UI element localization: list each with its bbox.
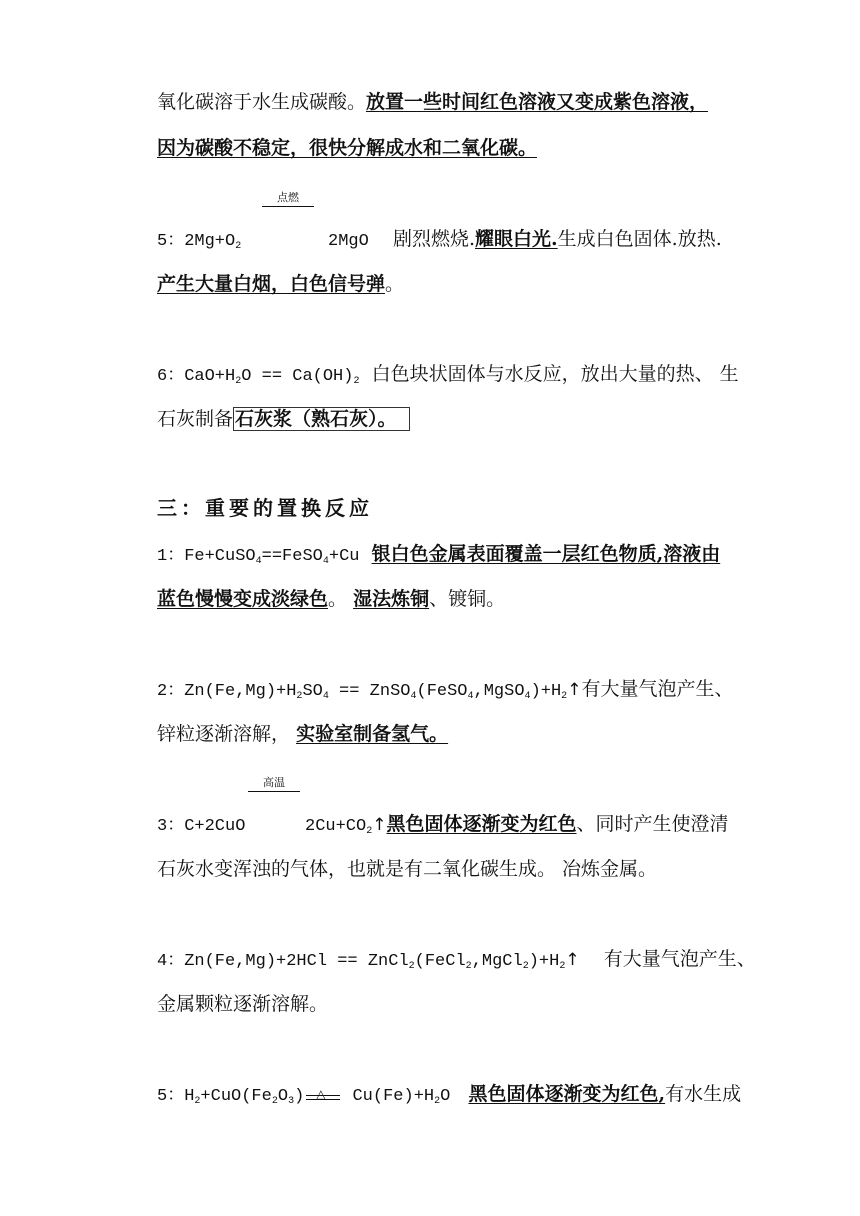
condition-label: 点燃 [277,191,299,204]
reaction-line [157,542,720,569]
item-number: 1： [157,547,185,566]
section-heading: 三：重要的置换反应 [157,496,373,520]
text-line [157,587,505,611]
reaction-line-rhs [328,227,722,254]
text: 。 [385,273,405,295]
formula-rhs: 2MgO [328,232,369,251]
text: 生成白色固体.放热. [557,228,722,250]
underlined-text: 因为碳酸不稳定，很快分解成水和二氧化碳。 [157,137,538,159]
reaction-line [157,227,241,254]
text-line [157,407,410,431]
text: 石灰制备 [157,408,234,430]
boxed-text: 石灰浆（熟石灰）。 [233,407,410,431]
text: 、同时产生使澄清 [576,813,729,835]
formula: $H_2+CuO(Fe_2O_3)$ [184,1087,305,1107]
reaction-line [157,677,733,704]
text: 、镀铜。 [429,588,506,610]
gas-arrow-icon: ↑ [372,815,387,835]
heating-condition [304,1084,342,1106]
text: 剧烈燃烧. [392,228,476,250]
reaction-line-rhs [305,812,729,839]
text: 锌粒逐渐溶解， [157,723,291,745]
equals-bar [248,791,300,792]
reaction-line [157,812,245,839]
text-line [157,136,537,160]
text: 白色块状固体与水反应，放出大量的热、 生 [371,363,739,385]
heat-triangle-icon: △ [316,1087,326,1101]
text: 有水生成 [665,1083,742,1105]
item-number: 6： [157,367,185,386]
underlined-text: 黑色固体逐渐变为红色 [386,813,577,835]
item-number: 2： [157,682,185,701]
text-line [157,272,404,296]
item-number: 5： [157,232,185,251]
underlined-text: 银白色金属表面覆盖一层红色物质,溶液由 [371,543,721,565]
underlined-text: 耀眼白光. [475,228,558,250]
formula: Fe+CuSO$_4$==FeSO$_4$+Cu [184,547,360,567]
underlined-text: 蓝色慢慢变成淡绿色 [157,588,329,610]
gas-arrow-icon: ↑ [565,950,580,970]
text: 氧化碳溶于水生成碳酸。 [157,91,367,113]
condition-label: 高温 [263,776,285,789]
text-line [157,90,708,114]
item-number: 4： [157,952,185,971]
text: 有大量气泡产生、 [603,948,756,970]
text-line [157,722,448,746]
gas-arrow-icon: ↑ [567,680,582,700]
reaction-line [157,362,739,389]
item-number: 3： [157,817,185,836]
text-line: 石灰水变浑浊的气体，也就是有二氧化碳生成。 冶炼金属。 [157,858,658,880]
underlined-text: 实验室制备氢气。 [296,723,449,745]
formula-rhs: $2Cu+CO_2$ [305,817,373,837]
formula: $Zn(Fe,Mg)+2HCl == ZnCl_2(FeCl_2,MgCl_2)+H_2$ [184,952,566,972]
reaction-line [157,947,756,974]
item-number: 5： [157,1087,185,1106]
underlined-text: 放置一些时间红色溶液又变成紫色溶液， [366,91,709,113]
text: 有大量气泡产生、 [581,678,734,700]
underlined-text: 产生大量白烟，白色信号弹 [157,273,386,295]
formula: $Zn(Fe,Mg)+H_2SO_4$ == $ZnSO_4(FeSO_4,MgSO_4)+H_2$ [184,682,568,702]
equals-bar [262,206,314,207]
text-line: 金属颗粒逐渐溶解。 [157,993,329,1015]
underlined-text: 黑色固体逐渐变为红色, [468,1083,666,1105]
reaction-line [157,1082,741,1109]
underlined-text: 湿法炼铜 [353,588,430,610]
formula-rhs: $Cu(Fe)+H_2O$ [342,1087,451,1107]
text: 。 [328,588,354,610]
formula-lhs: C+2CuO [184,817,246,836]
formula: $CaO+H_2O == Ca(OH)_2$ [184,367,360,387]
reaction-condition [248,777,300,792]
reaction-condition [262,192,314,207]
formula-lhs: $2Mg+O_2$ [184,232,242,252]
